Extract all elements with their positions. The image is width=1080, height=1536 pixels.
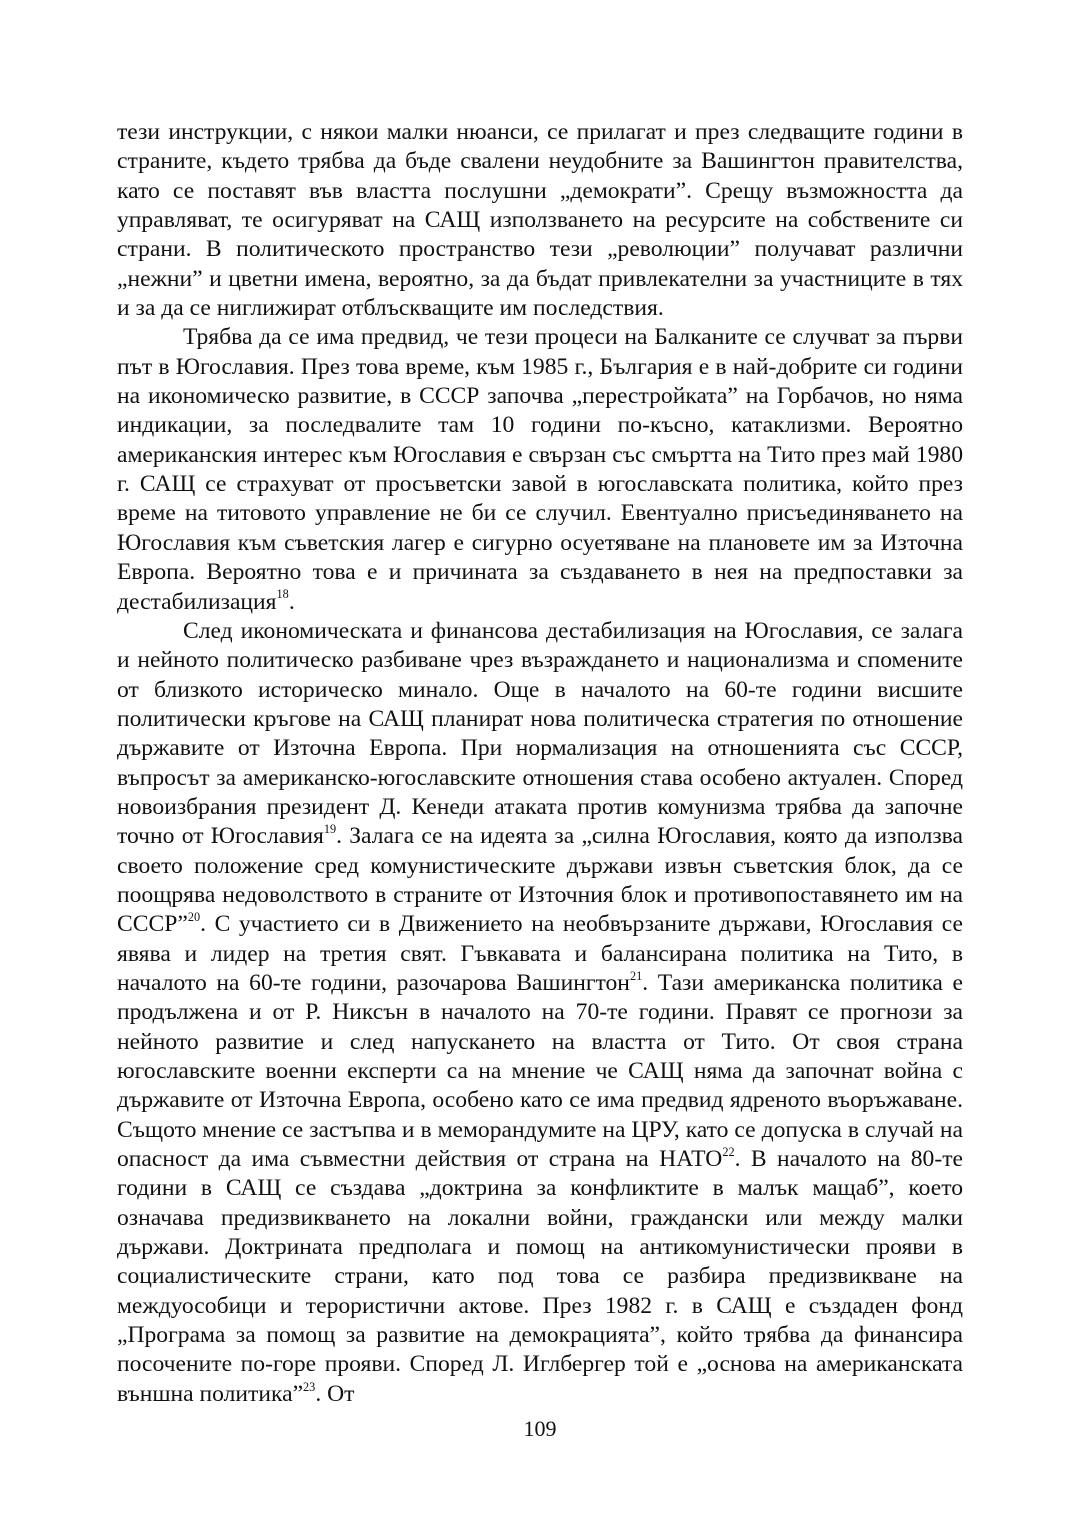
footnote-ref: 23	[303, 1379, 316, 1394]
paragraph-text: След икономическата и финансова дестабилизация на Югославия, се залага и нейното политическо разбиване чрез възраждането и национализма и спомените от близкото историческо минало. Още в началото на 60-те години висшите политически кръгове на САЩ планират нова политическа стратегия по отношение държавите от Източна Европа. При нормализация на отношенията със СССР, въпросът за американско-югославските отношения става особено актуален. Според новоизбрания президент Д. Кенеди атаката против комунизма трябва да започне точно от Югославия	[117, 617, 963, 850]
footnote-ref: 22	[722, 1144, 735, 1159]
footnote-ref: 21	[629, 968, 643, 983]
footnote-ref: 18	[276, 587, 289, 602]
paragraph-text: . С участието си в Движението на необвързаните държави, Югославия се явява и лидер на третия свят. Гъвкавата и балансирана политика на Тито, в началото на 60-те години, разочарова Вашингтон	[117, 911, 963, 996]
paragraph	[117, 617, 963, 1409]
paragraph-text: тези инструкции, с някои малки нюанси, се прилагат и през следващите години в страните, където трябва да бъде свалени неудобните за Вашингтон правителства, като се поставят във властта послушни „демократи”. Срещу възможността да управляват, те осигуряват на САЩ използването на ресурсите на собствените си страни. В политическото пространство тези „революции” получават различни „нежни” и цветни имена, вероятно, за да бъдат привлекателни за участниците в тях и за да се ниглижират отблъскващите им последствия.	[117, 119, 963, 322]
page-number: 109	[523, 1416, 557, 1441]
paragraph-text: . В началото на 80-те години в САЩ се създава „доктрина за конфликтите в малък мащаб”, което означава предизвикването на локални войни, граждански или между малки държави. Доктрината предполага и помощ на антикомунистически прояви в социалистическите страни, като под това се разбира предизвикване на междуособици и терористични актове. През 1982 г. в САЩ е създаден фонд „Програма за помощ за развитие на демокрацията”, който трябва да финансира посочените по-горе прояви. Според Л. Иглбергер той е „основа на американската външна политика”	[117, 1146, 963, 1407]
paragraph-text: Трябва да се има предвид, че тези процеси на Балканите се случват за първи път в Югославия. През това време, към 1985 г., България е в най-добрите си години на икономическо развитие, в СССР започва „перестройката” на Горбачов, но няма индикации, за последвалите там 10 години по-късно, катаклизми. Вероятно американския интерес към Югославия е свързан със смъртта на Тито през май 1980 г. САЩ се страхуват от просъветски завой в югославската политика, който през време на титовото управление не би се случил. Евентуално присъединяването на Югославия към съветския лагер е сигурно осуетяване на плановете им за Източна Европа. Вероятно това е и причината за създаването в нея на предпоставки за дестабилизация	[117, 324, 963, 615]
paragraph-text: . От	[315, 1380, 355, 1407]
page-body	[117, 118, 963, 1409]
paragraph	[117, 323, 963, 616]
footnote-ref: 20	[187, 910, 201, 925]
paragraph-text: .	[288, 588, 295, 615]
paragraph	[117, 118, 963, 323]
footnote-ref: 19	[323, 822, 337, 837]
paragraph-text: . Залага се на идеята за „силна Югославия, която да използва своето положение сред комунистическите държави извън съветския блок, да се поощрява недоволството в страните от Източния блок и противопоставянето им на СССР”	[117, 823, 963, 938]
paragraph-text: . Тази американска политика е продължена и от Р. Никсън в началото на 70-те години. Правят се прогнози за нейното развитие и след напускането на властта от Тито. От своя страна югославските военни експерти са на мнение че САЩ няма да започнат война с държавите от Източна Европа, особено като се има предвид ядреното въоръжаване. Същото мнение се застъпва и в меморандумите на ЦРУ, като се допуска в случай на опасност да има съвместни действия от страна на НАТО	[117, 969, 963, 1173]
